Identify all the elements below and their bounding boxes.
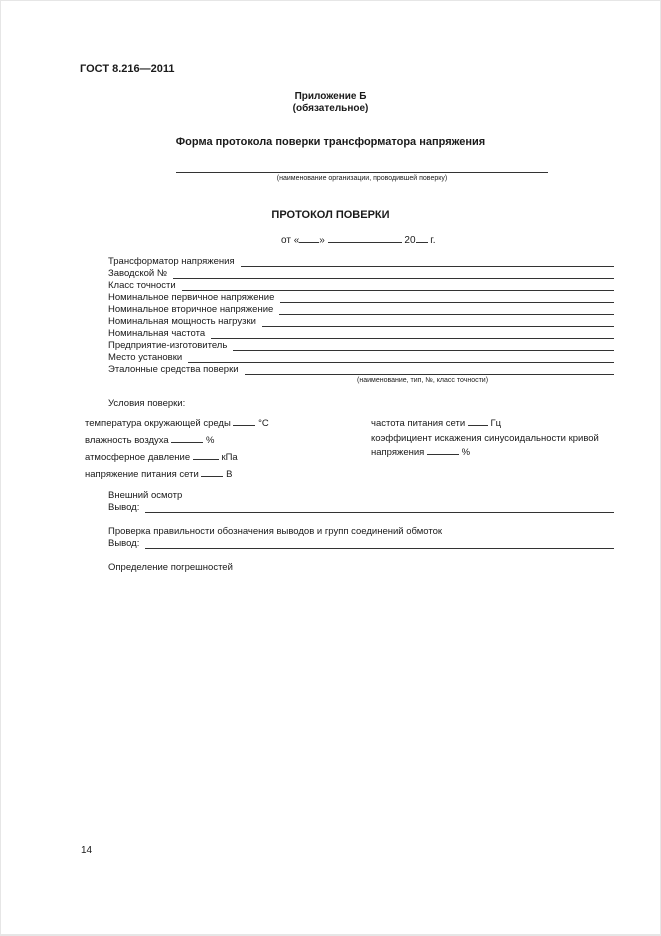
distortion-blank[interactable] xyxy=(427,445,459,455)
voltage-unit: В xyxy=(226,469,233,480)
field-row[interactable] xyxy=(108,327,614,339)
pressure-blank[interactable] xyxy=(193,450,219,460)
voltage-row xyxy=(85,467,232,480)
field-line[interactable] xyxy=(233,341,614,351)
month-blank[interactable] xyxy=(328,233,402,243)
field-label: Трансформатор напряжения xyxy=(108,256,235,267)
humidity-label: влажность воздуха xyxy=(85,435,169,446)
protocol-date xyxy=(281,233,436,246)
voltage-label: напряжение питания сети xyxy=(85,469,199,480)
organization-line[interactable] xyxy=(176,172,548,173)
conclusion-line[interactable] xyxy=(145,503,614,513)
protocol-title: ПРОТОКОЛ ПОВЕРКИ xyxy=(271,209,390,221)
frequency-blank[interactable] xyxy=(468,416,488,426)
field-row[interactable] xyxy=(108,363,614,375)
field-line[interactable] xyxy=(245,365,614,375)
field-line[interactable] xyxy=(279,305,614,315)
inspection-title: Внешний осмотр xyxy=(108,490,183,501)
field-row[interactable] xyxy=(108,339,614,351)
field-label: Эталонные средства поверки xyxy=(108,364,239,375)
humidity-blank[interactable] xyxy=(171,433,203,443)
field-label: Номинальное первичное напряжение xyxy=(108,292,275,303)
errors-title: Определение погрешностей xyxy=(108,562,233,573)
date-year: 20 xyxy=(404,235,416,246)
year-blank[interactable] xyxy=(416,233,428,243)
form-title: Форма протокола поверки трансформатора напряжения xyxy=(175,136,486,148)
field-label: Место установки xyxy=(108,352,183,363)
conclusion-label: Вывод: xyxy=(108,538,140,549)
distortion-label: напряжения xyxy=(371,447,425,458)
frequency-label: частота питания сети xyxy=(371,418,466,429)
temperature-unit: °С xyxy=(258,418,269,429)
field-line[interactable] xyxy=(262,317,614,327)
field-row[interactable] xyxy=(108,279,614,291)
temperature-row xyxy=(85,416,269,429)
conclusion-line[interactable] xyxy=(145,539,614,549)
date-suffix: г. xyxy=(430,235,436,246)
conclusion-label: Вывод: xyxy=(108,502,140,513)
terminals-conclusion xyxy=(108,537,614,549)
field-line[interactable] xyxy=(182,281,614,291)
field-row[interactable] xyxy=(108,315,614,327)
temperature-blank[interactable] xyxy=(233,416,255,426)
etalon-caption: (наименование, тип, №, класс точности) xyxy=(357,377,489,384)
field-line[interactable] xyxy=(173,269,614,279)
field-row[interactable] xyxy=(108,267,614,279)
distortion-unit: % xyxy=(461,447,471,458)
date-mid: » xyxy=(319,235,325,246)
humidity-unit: % xyxy=(206,435,215,446)
inspection-conclusion xyxy=(108,501,614,513)
device-fields xyxy=(108,255,614,375)
temperature-label: температура окружающей среды xyxy=(85,418,231,429)
field-row[interactable] xyxy=(108,291,614,303)
field-row[interactable] xyxy=(108,351,614,363)
field-label: Номинальная мощность нагрузки xyxy=(108,316,256,327)
pressure-label: атмосферное давление xyxy=(85,452,191,463)
field-line[interactable] xyxy=(211,329,614,339)
date-prefix: от « xyxy=(281,235,300,246)
voltage-blank[interactable] xyxy=(201,467,223,477)
page-number: 14 xyxy=(81,845,93,856)
terminals-title: Проверка правильности обозначения выводов и групп соединений обмоток xyxy=(108,526,443,537)
humidity-row xyxy=(85,433,214,446)
field-line[interactable] xyxy=(241,257,614,267)
field-row[interactable] xyxy=(108,255,614,267)
distortion-row xyxy=(371,445,470,458)
field-label: Номинальная частота xyxy=(108,328,206,339)
field-label: Заводской № xyxy=(108,268,168,279)
appendix-note: (обязательное) xyxy=(292,103,369,114)
appendix-title: Приложение Б xyxy=(294,91,367,102)
distortion-label-line-1: коэффициент искажения синусоидальности кривой xyxy=(371,433,599,444)
conditions-title: Условия поверки: xyxy=(108,398,186,409)
standard-header: ГОСТ 8.216—2011 xyxy=(80,63,175,75)
field-line[interactable] xyxy=(280,293,614,303)
conclusion-row[interactable] xyxy=(108,537,614,549)
field-label: Предприятие-изготовитель xyxy=(108,340,228,351)
frequency-unit: Гц xyxy=(490,418,502,429)
day-blank[interactable] xyxy=(299,233,319,243)
field-label: Номинальное вторичное напряжение xyxy=(108,304,274,315)
field-line[interactable] xyxy=(188,353,614,363)
field-label: Класс точности xyxy=(108,280,176,291)
pressure-unit: кПа xyxy=(221,452,238,463)
pressure-row xyxy=(85,450,238,463)
document-page xyxy=(1,1,660,934)
frequency-row xyxy=(371,416,501,429)
conclusion-row[interactable] xyxy=(108,501,614,513)
organization-caption: (наименование организации, проводившей поверку) xyxy=(276,175,448,182)
field-row[interactable] xyxy=(108,303,614,315)
